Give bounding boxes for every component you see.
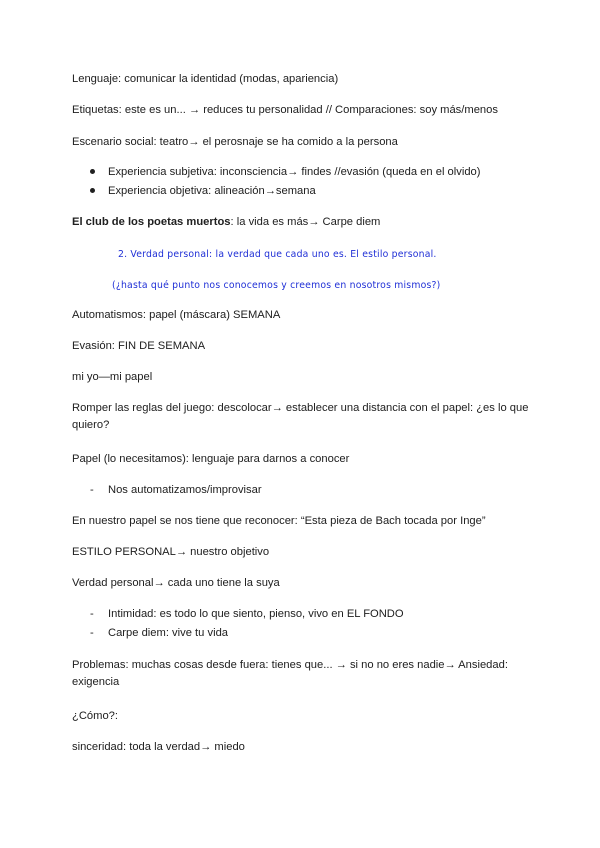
paragraph-como: ¿Cómo?: (72, 710, 119, 722)
list-item: Carpe diem: vive tu vida (108, 627, 229, 639)
section-subtitle-question: (¿hasta qué punto nos conocemos y creemos en nosotros mismos?) (112, 280, 441, 291)
list-item: Experiencia subjetiva: inconsciencia→ findes //evasión (queda en el olvido) (108, 166, 481, 178)
list-dash: - (90, 484, 94, 496)
paragraph-nuestro-papel: En nuestro papel se nos tiene que reconocer: “Esta pieza de Bach tocada por Inge” (72, 515, 486, 527)
paragraph-lenguaje: Lenguaje: comunicar la identidad (modas, apariencia) (72, 73, 339, 85)
list-dash: - (90, 627, 94, 639)
paragraph-escenario-social: Escenario social: teatro→ el perosnaje se ha comido a la persona (72, 136, 398, 148)
bullet-dot (90, 169, 95, 174)
bold-title: El club de los poetas muertos (72, 216, 231, 228)
paragraph-mi-yo: mi yo—mi papel (72, 371, 153, 383)
list-item: Intimidad: es todo lo que siento, pienso, vivo en EL FONDO (108, 608, 404, 620)
list-item: Experiencia objetiva: alineación→semana (108, 185, 316, 197)
paragraph-evasion: Evasión: FIN DE SEMANA (72, 340, 206, 352)
list-item: Nos automatizamos/improvisar (108, 484, 262, 496)
list-dash: - (90, 608, 94, 620)
bullet-dot (90, 188, 95, 193)
section-heading-verdad-personal: 2. Verdad personal: la verdad que cada uno es. El estilo personal. (118, 249, 437, 260)
paragraph-estilo-personal: ESTILO PERSONAL→ nuestro objetivo (72, 546, 270, 558)
paragraph-rest: : la vida es más→ Carpe diem (230, 216, 381, 228)
paragraph-club-poetas (72, 215, 380, 229)
paragraph-etiquetas: Etiquetas: este es un... → reduces tu personalidad // Comparaciones: soy más/menos (72, 104, 498, 116)
paragraph-romper-reglas: Romper las reglas del juego: descolocar→ establecer una distancia con el papel: ¿es lo que quiero? (72, 402, 529, 431)
paragraph-automatismos: Automatismos: papel (máscara) SEMANA (72, 309, 281, 321)
paragraph-verdad-personal: Verdad personal→ cada uno tiene la suya (72, 577, 280, 589)
paragraph-problemas: Problemas: muchas cosas desde fuera: tienes que... → si no no eres nadie→ Ansiedad: exigencia (72, 659, 508, 688)
paragraph-sinceridad: sinceridad: toda la verdad→ miedo (72, 741, 245, 753)
paragraph-papel: Papel (lo necesitamos): lenguaje para darnos a conocer (72, 453, 350, 465)
